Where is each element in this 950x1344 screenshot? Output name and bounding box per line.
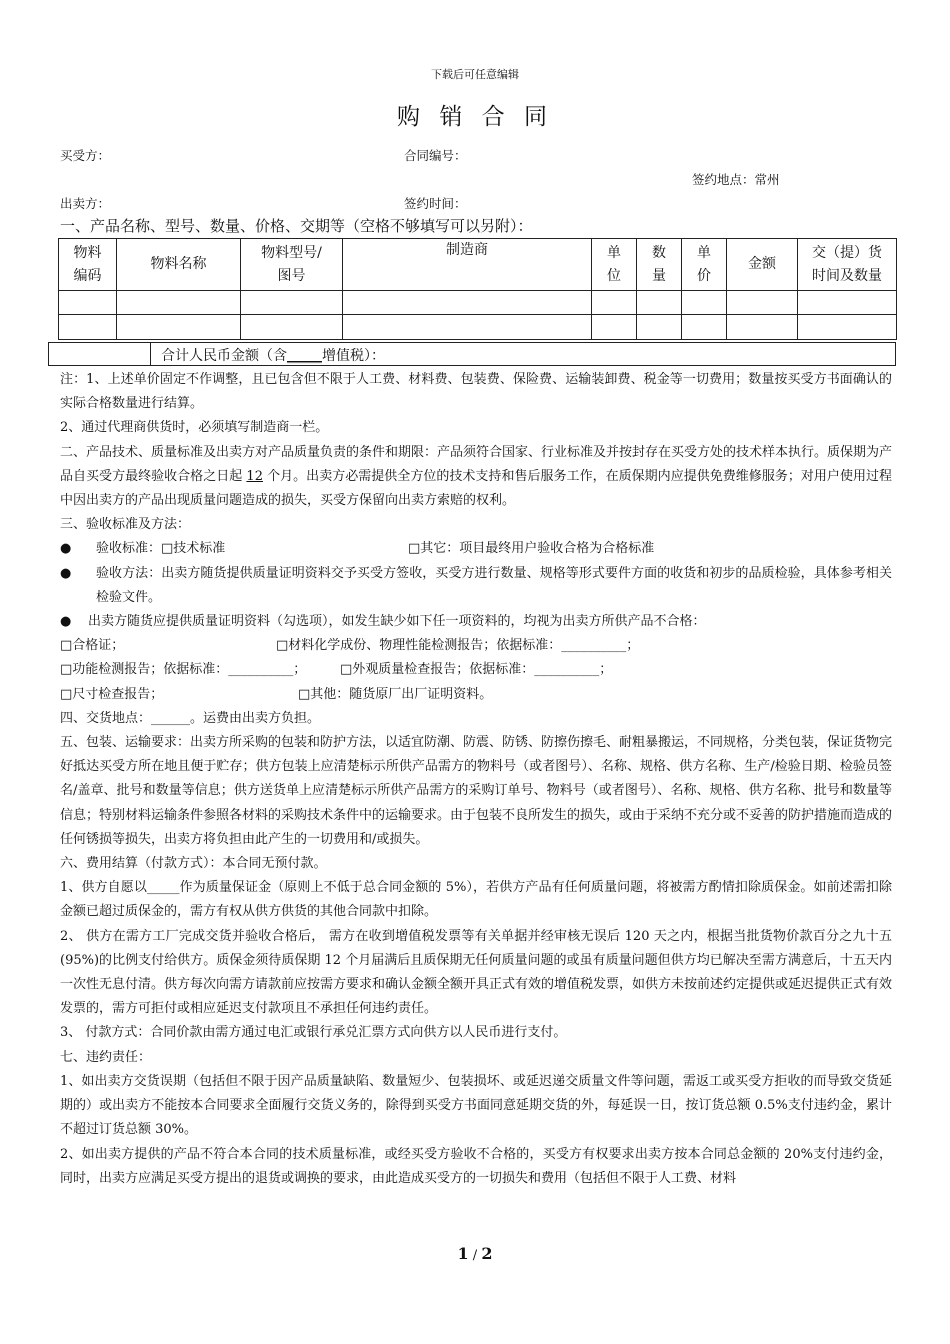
table-cell[interactable] [682,291,727,315]
table-cell[interactable] [727,291,798,315]
header-unit: 单 位 [592,239,637,291]
table-cell[interactable] [798,315,897,340]
checkbox-technical-standard[interactable]: 验收标准：□技术标准 [96,541,226,557]
table-cell[interactable] [727,315,798,340]
table-cell[interactable] [59,291,117,315]
section-2: 二、产品技术、质量标准及出卖方对产品质量负责的条件和期限：产品须符合国家、行业标准及并按封存在买受方处的技术样本执行。质保期为产品自买受方最终验收合格之日起 12 个月。出卖方必需提供全方位的技术支持和售后服务工作，在质保期内应提供免费维修服务；对用户使用过程中因出卖方的产品出现质量问题造成的损失，买受方保留向出卖方索赔的权利。 [60,444,893,509]
checkbox-function-report[interactable]: □功能检测报告；依据标准：__________； [60,662,307,678]
bullet-acceptance-standard [60,537,892,561]
header-manufacturer: 制造商 [343,239,592,291]
section-7-title: 七、违约责任： [60,1049,152,1065]
section-5: 五、包装、运输要求：出卖方所采购的包装和防护方法，以适宜防潮、防震、防锈、防擦伤擦毛、耐粗暴搬运，不同规格，分类包装，保证货物完好抵达买受方所在地且便于贮存；供方包装上应清楚标示所供产品需方的物料号（或者图号）、名称、规格、供方名称、生产/检验日期、检验员签名/盖章、批号和数量等信息；供方送货单上应清楚标示所供产品需方的采购订单号、物料号（或者图号）、名称、规格、供方名称、批号和数量等信息；特别材料运输条件参照各材料的采购技术条件中的运输要求。由于包装不良所发生的损失，或由于采纳不充分或不妥善的防护措施而造成的任何锈损等损失，出卖方将负担由此产生的一切费用和/或损失。 [60,735,893,847]
note-1: 注：1、上述单价固定不作调整，且已包含但不限于人工费、材料费、包装费、保险费、运输装卸费、税金等一切费用；数量按买受方书面确认的实际合格数量进行结算。 [60,372,892,412]
seller-field: 出卖方： [60,196,111,211]
checkbox-other-documents[interactable]: □其他：随货原厂出厂证明资料。 [298,686,493,702]
section-6-3: 3、 付款方式：合同价款由需方通过电汇或银行承兑汇票方式向供方以人民币进行支付。 [60,1025,567,1041]
table-cell[interactable] [592,315,637,340]
header-item-name: 物料名称 [117,239,241,291]
table-cell[interactable] [241,291,343,315]
section-6-2: 2、 供方在需方工厂完成交货并验收合格后， 需方在收到增值税发票等有关单据并经审核无误后 120 天之内，根据当批货物价款百分之九十五(95%)的比例支付给供方。质保金须待质保期 12 个月届满后且质保期无任何质量问题的或虽有质量问题但供方均已解决至需方满意后，十五天内一次性无息付清。供方每次向需方请款前应按需方要求和确认金额全额开具正式有效的增值税发票，如供方未按前述约定提供或延迟提供正式有效发票的，需方可拒付或相应延迟支付款项且不承担任何违约责任。 [60,928,893,1017]
bullet-icon: ● [60,541,72,557]
table-cell[interactable] [343,315,592,340]
table-header-row [59,239,897,291]
sign-time-field: 签约时间： [404,196,467,211]
section-3-title: 三、验收标准及方法： [60,517,191,533]
section-6-title: 六、费用结算（付款方式）：本合同无预付款。 [60,856,327,872]
vat-blank[interactable]: _____ [287,348,322,364]
header-item-model: 物料型号/ 图号 [241,239,343,291]
page-title: 购 销 合 同 [397,104,553,130]
checkbox-certificate[interactable]: □合格证； [60,638,125,654]
header-delivery: 交（提）货 时间及数量 [798,239,897,291]
table-row [59,291,897,315]
bullet-quality-documents: ● 出卖方随货应提供质量证明资料（勾选项），如发生缺少如下任一项资料的，均视为出卖方所供产品不合格： [60,610,892,634]
table-cell[interactable] [798,291,897,315]
checkbox-row-2 [60,658,892,682]
checkbox-row-3 [60,683,892,707]
section-6-1: 1、供方自愿以_____作为质量保证金（原则上不低于总合同金额的 5%），若供方产品有任何质量问题，将被需方酌情扣除质保金。如前述需扣除金额已超过质保金的，需方有权从供方供货的其他合同款中扣除。 [60,880,892,920]
checkbox-other-standard[interactable]: □其它：项目最终用户验收合格为合格标准 [408,541,655,557]
note-2: 2、通过代理商供货时，必须填写制造商一栏。 [60,420,329,436]
buyer-field: 买受方： [60,148,111,163]
items-table [58,238,897,340]
sign-place-field: 签约地点：常州 [692,172,780,187]
header-note: 下载后可任意编辑 [431,68,519,81]
section-1-title: 一、产品名称、型号、数量、价格、交期等（空格不够填写可以另附）： [60,217,533,235]
bullet-acceptance-method: ● 验收方法：出卖方随货提供质量证明资料交予买受方签收，买受方进行数量、规格等形式要件方面的收货和初步的品质检验，具体参考相关检验文件。 [60,562,892,610]
bullet-icon: ● [60,614,72,630]
table-cell[interactable] [117,315,241,340]
total-blank-cell [49,343,151,365]
table-row [59,315,897,340]
page-number: 1 / 2 [457,1244,493,1263]
checkbox-dimension-report[interactable]: □尺寸检查报告； [60,686,164,702]
section-4: 四、交货地点：______。运费由出卖方负担。 [60,710,321,726]
table-cell[interactable] [59,315,117,340]
table-cell[interactable] [637,291,682,315]
header-amount: 金额 [727,239,798,291]
checkbox-appearance-report[interactable]: □外观质量检查报告；依据标准：__________； [340,662,613,678]
total-amount-label: 合计人民币金额（含_____增值税）： [161,348,385,364]
table-cell[interactable] [637,315,682,340]
warranty-months: 12 [246,468,263,484]
header-unit-price: 单 价 [682,239,727,291]
table-cell[interactable] [343,291,592,315]
table-cell[interactable] [682,315,727,340]
table-cell[interactable] [117,291,241,315]
table-cell[interactable] [241,315,343,340]
contract-body [60,368,892,1191]
section-7-2: 2、如出卖方提供的产品不符合本合同的技术质量标准，或经买受方验收不合格的，买受方有权要求出卖方按本合同总金额的 20%支付违约金，同时，出卖方应满足买受方提出的退货或调换的要求，由此造成买受方的一切损失和费用（包括但不限于人工费、材料 [60,1146,892,1186]
section-7-1: 1、如出卖方交货误期（包括但不限于因产品质量缺陷、数量短少、包装损坏、或延迟递交质量文件等问题，需返工或买受方拒收的而导致交货延期的）或出卖方不能按本合同要求全面履行交货义务的，除得到买受方书面同意延期交货的外，每延误一日，按订货总额 0.5%支付违约金，累计不超过订货总额 30%。 [60,1073,892,1138]
total-amount-row [48,342,896,366]
contract-no-field: 合同编号： [404,148,467,163]
header-quantity: 数 量 [637,239,682,291]
table-cell[interactable] [592,291,637,315]
header-item-code: 物料 编码 [59,239,117,291]
bullet-icon: ● [60,565,72,581]
checkbox-material-report[interactable]: □材料化学成份、物理性能检测报告；依据标准：__________； [276,638,640,654]
checkbox-row-1 [60,634,892,658]
